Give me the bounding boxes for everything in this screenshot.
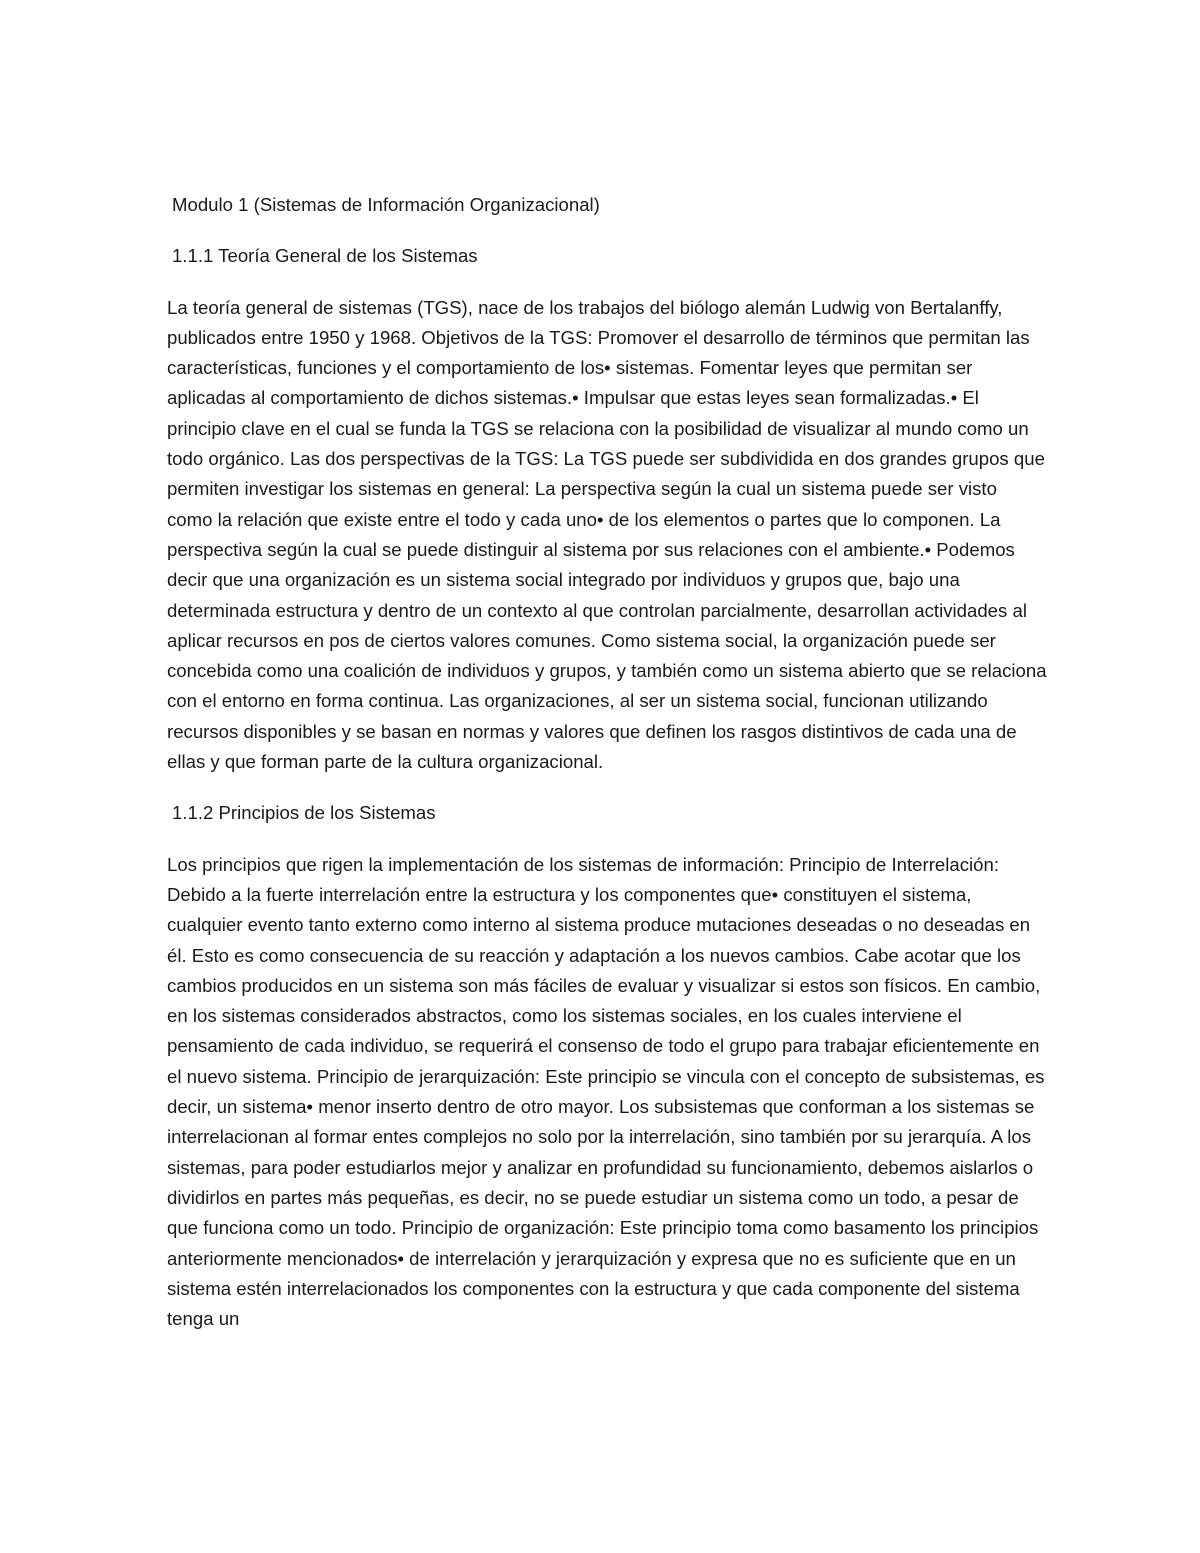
section-heading-principios: 1.1.2 Principios de los Sistemas — [172, 802, 436, 824]
section-body-principios: Los principios que rigen la implementación de los sistemas de información: Principio de Interrelación: Debido a la fuerte interrelación entre la estructura y los componentes que• constituyen el sistema, cualquier evento tanto externo como interno al sistema produce mutaciones deseadas o no deseadas en él. Esto es como consecuencia de su reacción y adaptación a los nuevos cambios. Cabe acotar que los cambios producidos en un sistema son más fáciles de evaluar y visualizar si estos son físicos. En cambio, en los sistemas considerados abstractos, como los sistemas sociales, en los cuales interviene el pensamiento de cada individuo, se requerirá el consenso de todo el grupo para trabajar eficientemente en el nuevo sistema. Principio de jerarquización: Este principio se vincula con el concepto de subsistemas, es decir, un sistema• menor inserto dentro de otro mayor. Los subsistemas que conforman a los sistemas se interrelacionan al formar entes complejos no solo por la interrelación, sino también por su jerarquía. A los sistemas, para poder estudiarlos mejor y analizar en profundidad su funcionamiento, debemos aislarlos o dividirlos en partes más pequeñas, es decir, no se puede estudiar un sistema como un todo, a pesar de que funciona como un todo. Principio de organización: Este principio toma como basamento los principios anteriormente mencionados• de interrelación y jerarquización y expresa que no es suficiente que en un sistema estén interrelacionados los componentes con la estructura y que cada componente del sistema tenga un — [167, 853, 1045, 1330]
section-heading-teoria-general: 1.1.1 Teoría General de los Sistemas — [172, 245, 478, 267]
document-title: Modulo 1 (Sistemas de Información Organizacional) — [172, 194, 600, 215]
section-body-teoria-general: La teoría general de sistemas (TGS), nace de los trabajos del biólogo alemán Ludwig von Bertalanffy, publicados entre 1950 y 1968. Objetivos de la TGS: Promover el desarrollo de términos que permitan las características, funciones y el comportamiento de los• sistemas. Fomentar leyes que permitan ser aplicadas al comportamiento de dichos sistemas.• Impulsar que estas leyes sean formalizadas.• El principio clave en el cual se funda la TGS se relaciona con la posibilidad de visualizar al mundo como un todo orgánico. Las dos perspectivas de la TGS: La TGS puede ser subdividida en dos grandes grupos que permiten investigar los sistemas en general: La perspectiva según la cual un sistema puede ser visto como la relación que existe entre el todo y cada uno• de los elementos o partes que lo componen. La perspectiva según la cual se puede distinguir al sistema por sus relaciones con el ambiente.• Podemos decir que una organización es un sistema social integrado por individuos y grupos que, bajo una determinada estructura y dentro de un contexto al que controlan parcialmente, desarrollan actividades al aplicar recursos en pos de ciertos valores comunes. Como sistema social, la organización puede ser concebida como una coalición de individuos y grupos, y también como un sistema abierto que se relaciona con el entorno en forma continua. Las organizaciones, al ser un sistema social, funcionan utilizando recursos disponibles y se basan en normas y valores que definen los rasgos distintivos de cada una de ellas y que forman parte de la cultura organizacional. — [167, 296, 1047, 773]
document-content — [167, 190, 1047, 1355]
